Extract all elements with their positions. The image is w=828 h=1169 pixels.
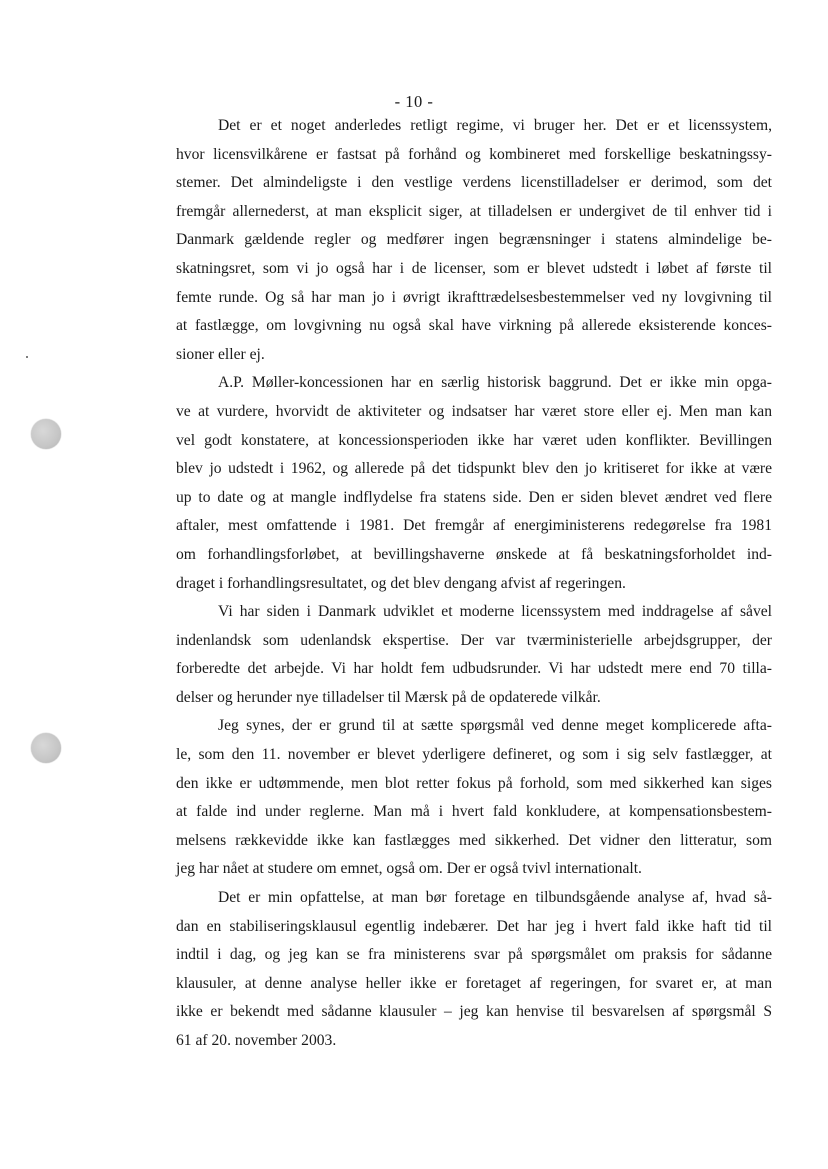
text-line: delser og herunder nye tilladelser til Mærsk på de opdaterede vilkår. [176,688,601,706]
text-line: Det er min opfattelse, at man bør foretage en tilbundsgående analyse af, hvad så- [218,889,772,907]
text-line: A.P. Møller-koncessionen har en særlig historisk baggrund. Det er ikke min opga- [218,374,772,392]
text-line: klausuler, at denne analyse heller ikke er foretaget af regeringen, for svaret er, at man [176,974,772,992]
text-line: Danmark gældende regler og medfører ingen begrænsninger i statens almindelige be- [176,231,772,249]
text-line: indtil i dag, og jeg kan se fra ministerens svar på spørgsmålet om praksis for sådanne [176,946,772,964]
text-line: dan en stabiliseringsklausul egentlig indebærer. Det har jeg i hvert fald ikke haft tid til [176,917,772,935]
document-body [176,112,772,1056]
text-line: blev jo udstedt i 1962, og allerede på det tidspunkt blev den jo kritiseret for ikke at være [176,460,772,478]
scan-speck [26,356,28,358]
text-line: aftaler, mest omfattende i 1981. Det fremgår af energiministerens redegørelse fra 1981 [176,517,772,535]
text-line: den ikke er udtømmende, men blot retter fokus på forhold, som med sikkerhed kan siges [176,774,772,792]
text-line: at falde ind under reglerne. Man må i hvert fald konkludere, at kompensationsbestem- [176,803,772,821]
text-line: draget i forhandlingsresultatet, og det blev dengang afvist af regeringen. [176,574,626,592]
text-line: ve at vurdere, hvorvidt de aktiviteter og indsatser har været store eller ej. Men man kan [176,402,772,420]
punch-hole [31,733,61,763]
text-line: femte runde. Og så har man jo i øvrigt ikrafttrædelsesbestemmelser ved ny lovgivning til [176,288,772,306]
text-line: indenlandsk som udenlandsk ekspertise. Der var tværministerielle arbejdsgrupper, der [176,631,772,649]
text-line: 61 af 20. november 2003. [176,1032,337,1049]
text-line: vel godt konstatere, at koncessionsperioden ikke har været uden konflikter. Bevillingen [176,431,772,449]
text-line: Jeg synes, der er grund til at sætte spørgsmål ved denne meget komplicerede afta- [218,717,772,735]
text-line: sioner eller ej. [176,345,265,363]
text-line: skatningsret, som vi jo også har i de licenser, som er blevet udstedt i løbet af første til [176,259,772,277]
text-line: Det er et noget anderledes retligt regime, vi bruger her. Det er et licenssystem, [218,117,772,134]
text-line: om forhandlingsforløbet, at bevillingshaverne ønskede at få beskatningsforholdet ind- [176,545,772,563]
text-line: melsens rækkevidde ikke kan fastlægges med sikkerhed. Det vidner den litteratur, som [176,831,772,849]
text-line: le, som den 11. november er blevet yderligere defineret, og som i sig selv fastlægger, at [176,746,772,764]
text-line: stemer. Det almindeligste i den vestlige verdens licenstilladelser er derimod, som det [176,174,772,192]
punch-hole [31,419,61,449]
text-line: fremgår allernederst, at man eksplicit siger, at tilladelsen er undergivet de til enhver tid i [176,202,772,220]
text-line: at fastlægge, om lovgivning nu også skal have virkning på allerede eksisterende konces- [176,317,772,335]
page-number: - 10 - [394,92,434,111]
text-line: jeg har nået at studere om emnet, også om. Der er også tvivl internationalt. [176,860,642,878]
text-line: hvor licensvilkårene er fastsat på forhånd og kombineret med forskellige beskatningssy- [176,145,772,163]
text-line: forberedte det arbejde. Vi har holdt fem udbudsrunder. Vi har udstedt mere end 70 tilla- [176,660,772,678]
text-line: Vi har siden i Danmark udviklet et moderne licenssystem med inddragelse af såvel [218,603,772,621]
text-line: up to date og at mangle indflydelse fra statens side. Den er siden blevet ændret ved flere [176,488,772,506]
text-line: ikke er bekendt med sådanne klausuler – jeg kan henvise til besvarelsen af spørgsmål S [176,1003,772,1021]
